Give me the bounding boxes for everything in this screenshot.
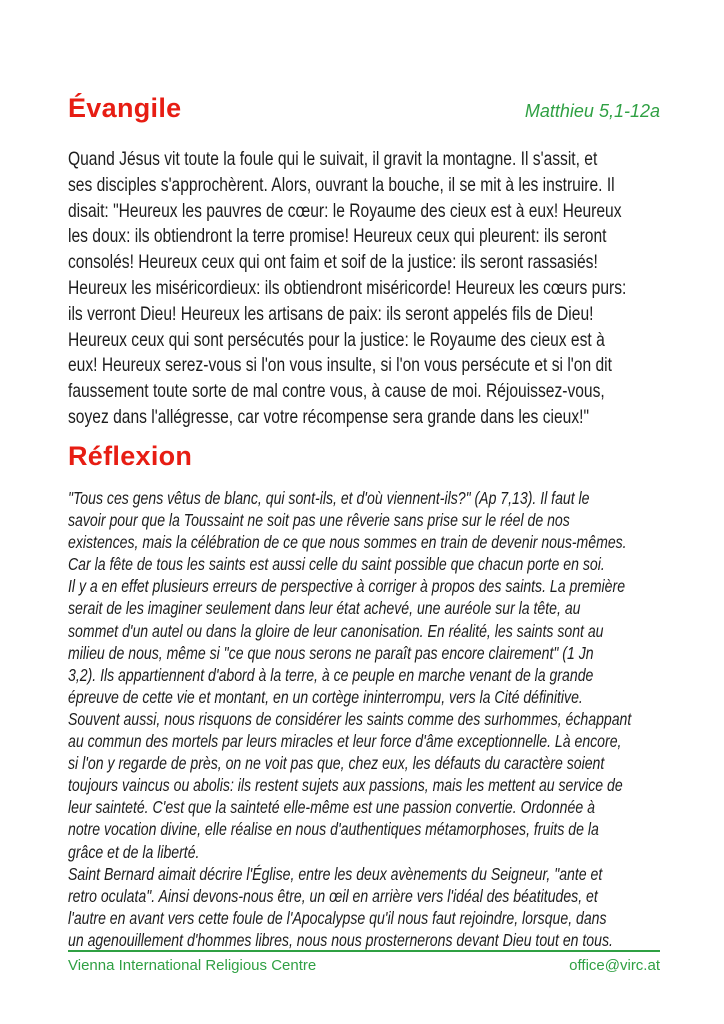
gospel-text: Quand Jésus vit toute la foule qui le suivait, il gravit la montagne. Il s'assit, et ses disciples s'approchèrent. Alors, ouvrant la bouche, il se mit à les instruire. Il disait: "Heureux les pauvres de cœur: le Royaume des cieux est à eux! Heureux les doux: ils obtiendront la terre promise! Heureux ceux qui pleurent: ils seront consolés! Heureux ceux qui ont faim et soif de la justice: ils seront rassasiés! Heureux les miséricordieux: ils obtiendront miséricorde! Heureux les cœurs purs: ils verront Dieu! Heureux les artisans de paix: ils seront appelés fils de Dieu! Heureux ceux qui sont persécutés pour la justice: le Royaume des cieux est à eux! Heureux serez-vous si l'on vous insulte, si l'on vous persécute et si l'on dit faussement toute sorte de mal contre vous, à cause de moi. Réjouissez-vous, soyez dans l'allégresse, car votre récompense sera grande dans les cieux!" [68,148,627,428]
reflection-header-row [68,442,660,472]
footer-divider [68,950,660,952]
reflection-heading: Réflexion [68,441,193,471]
gospel-heading: Évangile [68,93,182,123]
reflection-text: "Tous ces gens vêtus de blanc, qui sont-ils, et d'où viennent-ils?" (Ap 7,13). Il faut le savoir pour que la Toussaint ne soit pas une rêverie sans prise sur le réel de nos existences, mais la célébration de ce que nous sommes en train de devenir nous-mêmes. Car la fête de tous les saints est aussi celle du saint possible que chacun porte en soi. Il y a en effet plusieurs erreurs de perspective à corriger à propos des saints. La première serait de les imaginer seulement dans leur état achevé, une auréole sur la tête, au sommet d'un autel ou dans la gloire de leur canonisation. En réalité, les saints sont au milieu de nous, même si "ce que nous serons ne paraît pas encore clairement" (1 Jn 3,2). Ils appartiennent d'abord à la terre, à ce peuple en marche venant de la grande épreuve de cette vie et montant, en un cortège ininterrompu, vers la Cité définitive. Souvent aussi, nous risquons de considérer les saints comme des surhommes, échappant au commun des mortels par leurs miracles et leur force d'âme exceptionnelle. Là encore, si l'on y regarde de près, on ne voit pas que, chez eux, les défauts du caractère soient toujours vaincus ou abolis: ils restent sujets aux passions, mais les mettent au service de leur sainteté. C'est que la sainteté elle-même est une passion convertie. Ordonnée à notre vocation divine, elle réalise en nous d'authentiques métamorphoses, fruits de la grâce et de la liberté. Saint Bernard aimait décrire l'Église, entre les deux avènements du Seigneur, "ante et retro oculata". Ainsi devons-nous être, un œil en arrière vers l'idéal des béatitudes, et l'autre en avant vers cette foule de l'Apocalypse qu'il nous faut rejoindre, lorsque, dans un agenouillement d'hommes libres, nous nous prosternerons devant Dieu tout en tous. [68,488,632,950]
gospel-header-row [68,94,660,124]
footer-email: office@virc.at [569,957,660,974]
footer-organization: Vienna International Religious Centre [68,957,317,974]
footer [68,957,660,974]
gospel-scripture-reference: Matthieu 5,1-12a [524,101,660,121]
